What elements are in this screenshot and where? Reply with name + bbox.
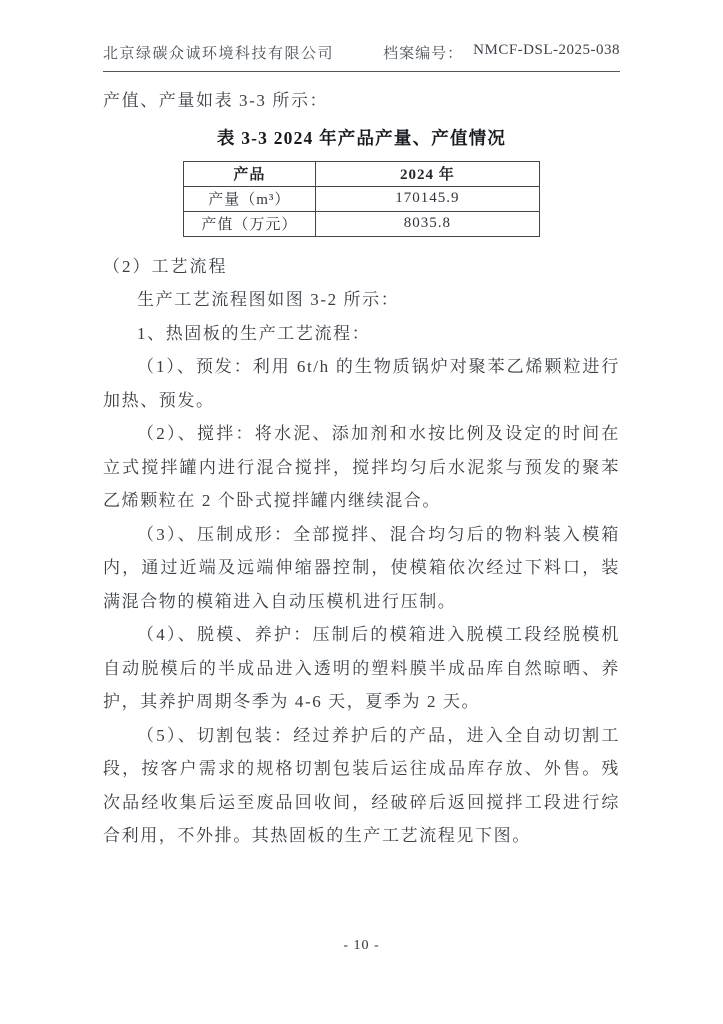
page-number: - 10 - [343, 938, 380, 953]
archive-label: 档案编号： [383, 46, 464, 62]
document-body [103, 84, 620, 853]
paragraph-flow-intro: 生产工艺流程图如图 3-2 所示： [137, 290, 400, 309]
table-header-row [184, 161, 540, 186]
page-footer [0, 938, 723, 954]
archive-value: NMCF-DSL-2025-038 [473, 42, 620, 58]
row-label-output: 产量（m³） [184, 186, 316, 211]
table-header-year: 2024 年 [315, 161, 539, 186]
table-title: 表 3-3 2024 年产品产量、产值情况 [216, 127, 507, 148]
page-header [103, 42, 620, 72]
paragraph-step-1: （1）、预发：利用 6t/h 的生物质锅炉对聚苯乙烯颗粒进行加热、预发。 [103, 357, 620, 410]
paragraph-process-list-title: 1、热固板的生产工艺流程： [137, 323, 371, 343]
table-header-product: 产品 [184, 161, 316, 186]
paragraph-step-5: （5）、切割包装：经过养护后的产品，进入全自动切割工段，按客户需求的规格切割包装后运往成品库存放、外售。残次品经收集后运至废品回收间，经破碎后返回搅拌工段进行综合利用，不外排。其热固板的生产工艺流程见下图。 [103, 725, 620, 845]
paragraph-step-4: （4）、脱模、养护：压制后的模箱进入脱模工段经脱模机自动脱模后的半成品进入透明的塑料膜半成品库自然晾晒、养护，其养护周期冬季为 4-6 天，夏季为 2 天。 [103, 625, 620, 711]
row-label-value: 产值（万元） [184, 211, 316, 236]
paragraph-step-3: （3）、压制成形：全部搅拌、混合均匀后的物料装入模箱内，通过近端及远端伸缩器控制，使模箱依次经过下料口，装满混合物的模箱进入自动压模机进行压制。 [103, 524, 620, 611]
table-row-value [184, 211, 540, 236]
section-heading: （2）工艺流程 [103, 256, 228, 276]
intro-line: 产值、产量如表 3-3 所示： [103, 91, 329, 110]
company-name: 北京绿碳众诚环境科技有限公司 [103, 46, 335, 62]
table-row-output [184, 186, 540, 211]
row-value-output: 170145.9 [315, 186, 539, 211]
row-value-value: 8035.8 [315, 211, 539, 236]
product-output-table [183, 161, 540, 237]
archive-number-block [383, 42, 620, 63]
paragraph-step-2: （2）、搅拌：将水泥、添加剂和水按比例及设定的时间在立式搅拌罐内进行混合搅拌，搅拌均匀后水泥浆与预发的聚苯乙烯颗粒在 2 个卧式搅拌罐内继续混合。 [103, 424, 620, 510]
